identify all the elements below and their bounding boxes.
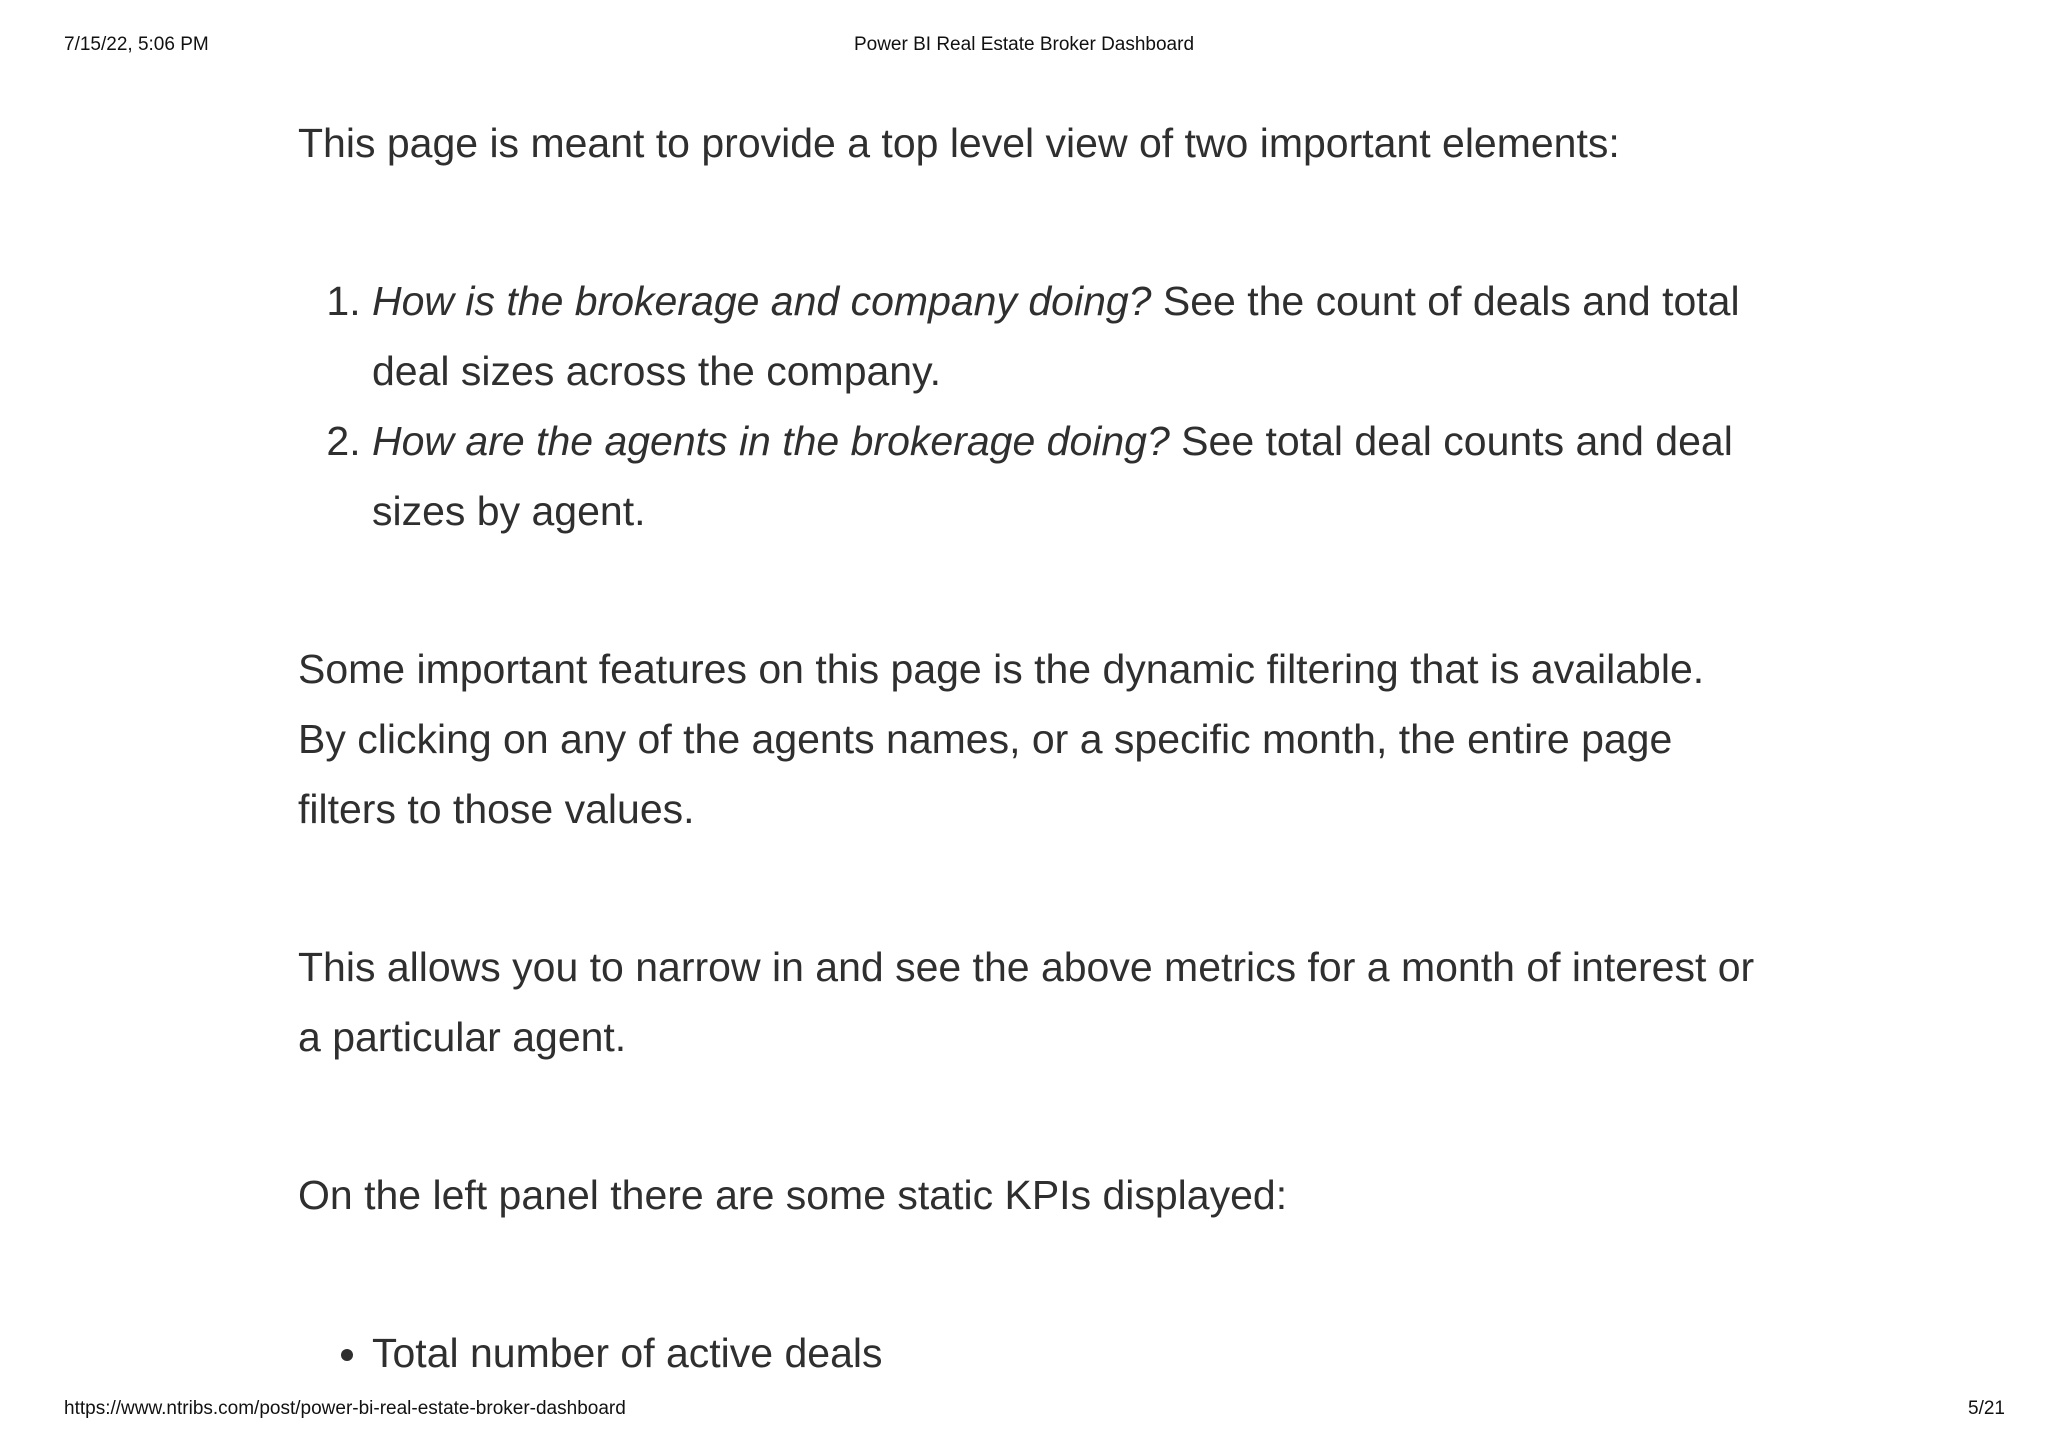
filtering-paragraph: Some important features on this page is the dynamic filtering that is available. By clicking on any of the agents names, or a specific month, the entire page filters to those values. (298, 646, 1705, 832)
questions-list (298, 266, 1758, 546)
answer-text: See total deal counts and deal sizes by agent. (372, 418, 1733, 534)
intro-paragraph: This page is meant to provide a top level view of two important elements: (298, 120, 1620, 166)
print-title: Power BI Real Estate Broker Dashboard (853, 34, 1195, 55)
list-item: • Total number of active deals (372, 1318, 1758, 1388)
answer-text: See the count of deals and total deal sizes across the company. (372, 278, 1740, 394)
print-footer (0, 1398, 2048, 1424)
narrow-paragraph: This allows you to narrow in and see the above metrics for a month of interest or a particular agent. (298, 944, 1755, 1060)
list-item (372, 266, 1758, 406)
print-datetime: 7/15/22, 5:06 PM (64, 34, 209, 55)
left-panel-paragraph: On the left panel there are some static KPIs displayed: (298, 1172, 1288, 1218)
kpi-list (298, 1318, 1758, 1388)
question-text: How is the brokerage and company doing? (372, 278, 1152, 324)
list-item (372, 406, 1758, 546)
page-number: 5/21 (1968, 1398, 2005, 1419)
article-body (298, 108, 1758, 1388)
question-text: How are the agents in the brokerage doing? (372, 418, 1170, 464)
print-url: https://www.ntribs.com/post/power-bi-real-estate-broker-dashboard (64, 1398, 626, 1419)
print-header (0, 34, 2048, 60)
